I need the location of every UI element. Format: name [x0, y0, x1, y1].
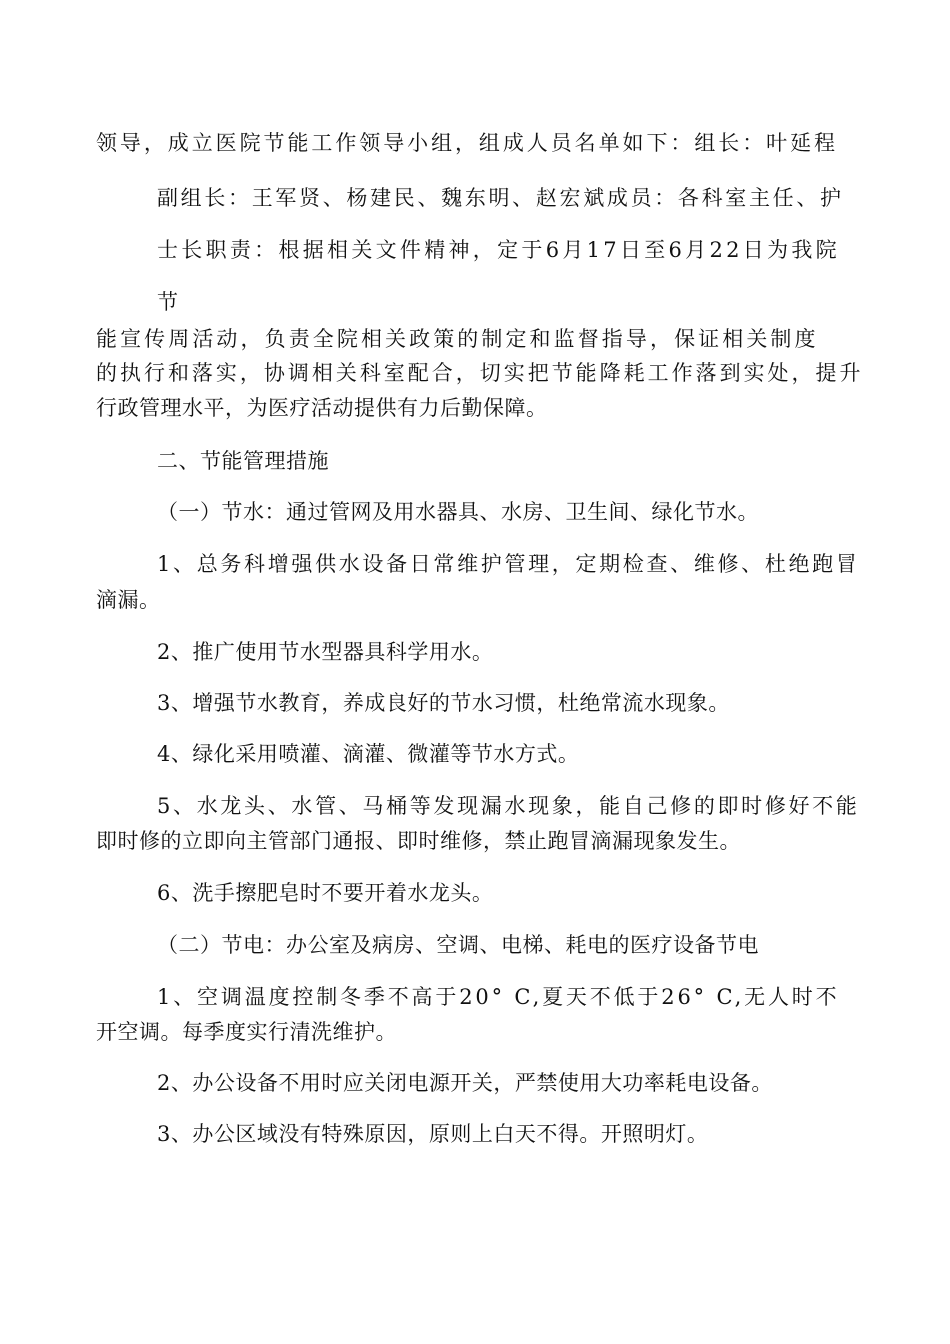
text-line-13: 3、增强节水教育，养成良好的节水习惯，杜绝常流水现象。 [157, 691, 730, 715]
text-line-14: 4、绿化采用喷灌、滴灌、微灌等节水方式。 [157, 742, 580, 766]
text-line-19: 1、空调温度控制冬季不高于20° C,夏天不低于26° C,无人时不 [157, 985, 840, 1009]
text-line-12: 2、推广使用节水型器具科学用水。 [157, 640, 494, 664]
text-line-5: 能宣传周活动，负责全院相关政策的制定和监督指导，保证相关制度 [96, 327, 819, 351]
text-line-21: 2、办公设备不用时应关闭电源开关，严禁使用大功率耗电设备。 [157, 1071, 773, 1095]
text-line-11: 滴漏。 [96, 588, 161, 612]
text-line-17: 6、洗手擦肥皂时不要开着水龙头。 [157, 881, 494, 905]
text-line-4: 节 [157, 290, 179, 314]
text-line-22: 3、办公区域没有特殊原因，原则上白天不得。开照明灯。 [157, 1122, 709, 1146]
text-line-2: 副组长：王军贤、杨建民、魏东明、赵宏斌成员：各科室主任、护 [157, 186, 844, 210]
subsection-heading-electricity: （二）节电：办公室及病房、空调、电梯、耗电的医疗设备节电 [157, 933, 759, 957]
text-line-16: 即时修的立即向主管部门通报、即时维修，禁止跑冒滴漏现象发生。 [96, 829, 741, 853]
text-line-7: 行政管理水平，为医疗活动提供有力后勤保障。 [96, 396, 548, 420]
text-line-20: 开空调。每季度实行清洗维护。 [96, 1020, 397, 1044]
text-line-3: 士长职责：根据相关文件精神，定于6月17日至6月22日为我院 [157, 238, 840, 262]
subsection-heading-water: （一）节水：通过管网及用水器具、水房、卫生间、绿化节水。 [157, 500, 759, 524]
text-line-1: 领导，成立医院节能工作领导小组，组成人员名单如下：组长：叶延程 [96, 131, 838, 155]
text-line-10: 1、总务科增强供水设备日常维护管理，定期检查、维修、杜绝跑冒 [157, 552, 860, 576]
section-heading-measures: 二、节能管理措施 [157, 449, 329, 473]
text-line-15: 5、水龙头、水管、马桶等发现漏水现象，能自己修的即时修好不能 [157, 794, 860, 818]
text-line-6: 的执行和落实，协调相关科室配合，切实把节能降耗工作落到实处，提升 [96, 361, 864, 385]
